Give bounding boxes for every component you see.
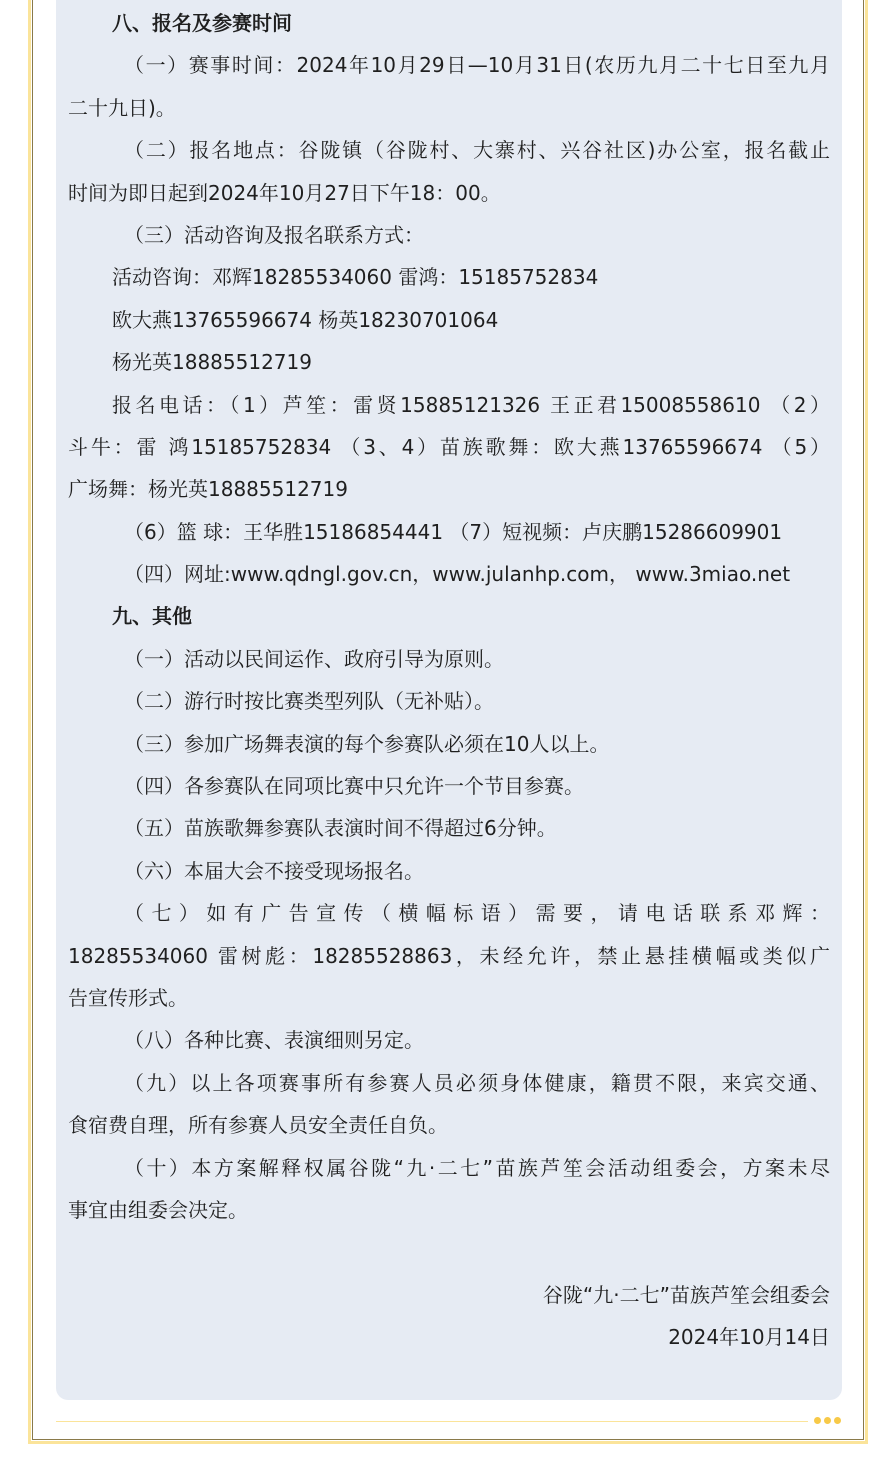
dot-icon [824, 1417, 831, 1424]
dot-icon [834, 1417, 841, 1424]
paragraph-line: 18285534060 雷树彪：18285528863，未经允许，禁止悬挂横幅或类似广 [68, 943, 830, 968]
paragraph-line: （六）本届大会不接受现场报名。 [124, 858, 424, 883]
signature-date: 2024年10月14日 [668, 1325, 830, 1350]
contact-line: 活动咨询：邓辉18285534060 雷鸿：15185752834 [112, 265, 599, 290]
contact-line: 杨光英18885512719 [112, 350, 312, 375]
paragraph-line: 食宿费自理，所有参赛人员安全责任自负。 [68, 1113, 448, 1138]
paragraph-line: （二）报名地点：谷陇镇（谷陇村、大寨村、兴谷社区)办公室，报名截止 [124, 138, 830, 163]
footer-dots-ornament [814, 1417, 841, 1424]
contact-line: 广场舞：杨光英18885512719 [68, 477, 348, 502]
contact-line: 欧大燕13765596674 杨英18230701064 [112, 307, 499, 332]
contact-line: 报名电话：（1）芦笙：雷贤15885121326 王正君15008558610 （2） [112, 392, 830, 417]
document-body [68, 2, 830, 1359]
paragraph-line: 告宣传形式。 [68, 985, 188, 1010]
paragraph-line: （八）各种比赛、表演细则另定。 [124, 1028, 424, 1053]
section-heading-other: 九、其他 [112, 604, 192, 629]
paragraph-line: （一）活动以民间运作、政府引导为原则。 [124, 646, 504, 671]
paragraph-line: （二）游行时按比赛类型列队（无补贴）。 [124, 689, 494, 714]
paragraph-line: （九）以上各项赛事所有参赛人员必须身体健康，籍贯不限，来宾交通、 [124, 1070, 830, 1095]
signature-organization: 谷陇“九·二七”苗族芦笙会组委会 [542, 1282, 830, 1307]
paragraph-line: （三）参加广场舞表演的每个参赛队必须在10人以上。 [124, 731, 610, 756]
paragraph-line: 二十九日)。 [68, 95, 176, 120]
contact-line: 斗牛：雷 鸿15185752834 （3、4）苗族歌舞：欧大燕13765596674 （5） [68, 434, 830, 459]
contact-line: （6）篮 球：王华胜15186854441 （7）短视频：卢庆鹏15286609901 [124, 519, 783, 544]
section-heading-registration: 八、报名及参赛时间 [112, 11, 292, 35]
website-line: （四）网址:www.qdngl.gov.cn，www.julanhp.com， www.3miao.net [124, 562, 791, 587]
paragraph-line: （三）活动咨询及报名联系方式： [124, 222, 424, 247]
paragraph-line: 事宜由组委会决定。 [68, 1197, 248, 1222]
paragraph-line: （十）本方案解释权属谷陇“九·二七”苗族芦笙会活动组委会，方案未尽 [124, 1155, 830, 1180]
paragraph-line: （七）如有广告宣传（横幅标语）需要，请电话联系邓辉： [124, 901, 830, 926]
dot-icon [814, 1417, 821, 1424]
paragraph-line: （五）苗族歌舞参赛队表演时间不得超过6分钟。 [124, 816, 557, 841]
paragraph-line: 时间为即日起到2024年10月27日下午18：00。 [68, 180, 501, 205]
paragraph-line: （一）赛事时间：2024年10月29日—10月31日(农历九月二十七日至九月 [124, 53, 830, 78]
footer-divider [56, 1421, 808, 1422]
paragraph-line: （四）各参赛队在同项比赛中只允许一个节目参赛。 [124, 774, 584, 799]
